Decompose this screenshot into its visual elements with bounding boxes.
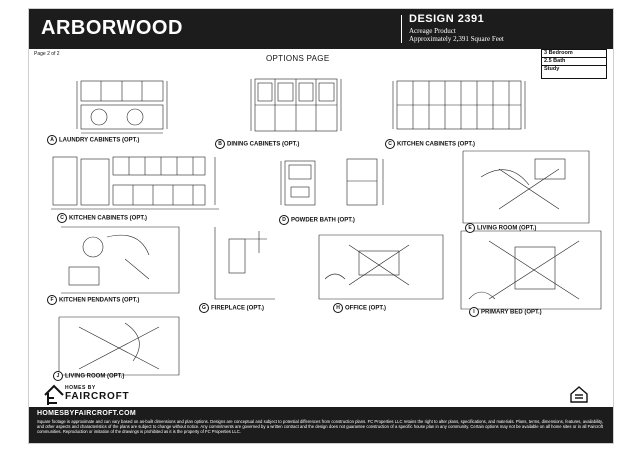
drawing-kitchen-cabinets-elevation xyxy=(51,157,219,209)
footer-bar xyxy=(29,407,613,443)
square-footage: Approximately 2,391 Square Feet xyxy=(409,35,504,43)
label-kitchen-cabinets-elevation: C KITCHEN CABINETS (OPT.) xyxy=(57,213,147,223)
drawing-primary-bed xyxy=(461,231,601,309)
website-link[interactable]: HOMESBYFAIRCROFT.COM xyxy=(37,410,136,417)
label-living-room-e: E LIVING ROOM (OPT.) xyxy=(465,223,536,233)
label-primary-bed: I PRIMARY BED (OPT.) xyxy=(469,307,542,317)
spec-baths: 2.5 Bath xyxy=(542,58,606,66)
label-fireplace: G FIREPLACE (OPT.) xyxy=(199,303,264,313)
label-powder-bath: D POWDER BATH (OPT.) xyxy=(279,215,355,225)
label-laundry-cabinets: A LAUNDRY CABINETS (OPT.) xyxy=(47,135,139,145)
drawing-kitchen-cabinets-top xyxy=(393,81,525,129)
logo-homes-by: HOMES BY xyxy=(65,385,96,391)
design-number: DESIGN 2391 xyxy=(409,13,485,25)
spec-study: Study xyxy=(544,66,560,72)
equal-housing-icon xyxy=(569,385,589,405)
page-number: Page 2 of 2 xyxy=(34,51,60,57)
logo-faircroft: FAIRCROFT xyxy=(65,391,130,402)
drawing-living-room-j xyxy=(59,317,179,375)
spec-bedrooms: 3 Bedroom xyxy=(542,50,606,58)
options-page-title: OPTIONS PAGE xyxy=(266,54,330,63)
label-living-room-j: J LIVING ROOM (OPT.) xyxy=(53,371,124,381)
drawing-fireplace xyxy=(215,227,275,299)
drawing-kitchen-pendants xyxy=(61,227,179,293)
drawing-laundry-cabinets xyxy=(77,81,167,133)
product-type: Acreage Product xyxy=(409,27,456,35)
label-office: H OFFICE (OPT.) xyxy=(333,303,386,313)
drawing-powder-bath xyxy=(281,159,383,205)
drawing-office xyxy=(319,235,443,299)
label-kitchen-pendants: F KITCHEN PENDANTS (OPT.) xyxy=(47,295,139,305)
label-kitchen-cabinets-top: C KITCHEN CABINETS (OPT.) xyxy=(385,139,475,149)
disclaimer-text: Square footage is approximate and can vary based on as-built dimensions and plan options. Designs are conceptual and subject to potential differences from construction plans. FC Properties LLC retains the right to alter plans, specifications, and materials. Plans, terms, dimensions, features, availability, and other aspects and characteristics of the plans are subject to change without notice. Any commitments are governed by a written contract and the design does not guarantee construction of a specific house plan in any community. Certain options may not be available on all home sites or in all Faircroft communities. Reproduction or imitation of the drawings is prohibited as it is the property of FC Properties LLC. xyxy=(37,419,603,435)
drawing-living-room-e xyxy=(463,151,589,223)
label-dining-cabinets: B DINING CABINETS (OPT.) xyxy=(215,139,299,149)
plan-sheet xyxy=(28,8,614,444)
brand-title: ARBORWOOD xyxy=(41,17,183,39)
drawing-dining-cabinets xyxy=(251,79,341,131)
